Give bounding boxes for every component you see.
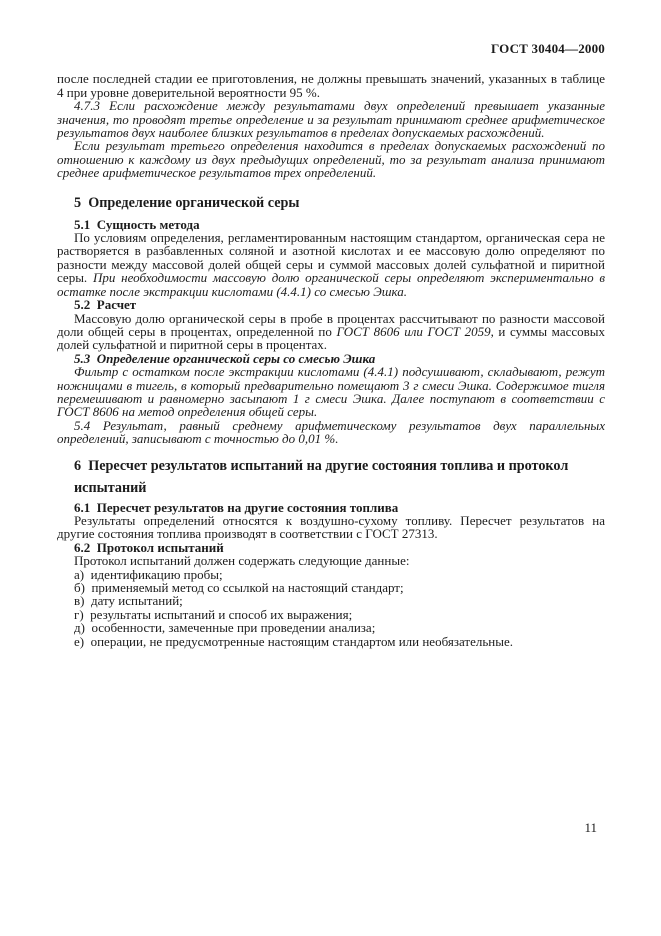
list-item: е) операции, не предусмотренные настоящим стандартом или необязательные. xyxy=(74,633,513,649)
clause-4-7-3-continued: Если результат третьего определения находится в пределах допускаемых расхождений по отношению к каждому из двух предыдущих определений, то за результат анализа принимают среднее арифметическое результатов трех определений. xyxy=(57,138,605,181)
list-item: б) применяемый метод со ссылкой на настоящий стандарт; xyxy=(74,580,404,595)
paragraph-continuation: после последней стадии ее приготовления, не должны превышать значений, указанных в таблице 4 при уровне доверительной вероятности 95 %. xyxy=(57,71,605,100)
clause-5-1-text xyxy=(57,231,605,298)
clause-5-1-italic-text: При необходимости массовую долю органической серы определяют экспериментально в остатке после экстракции кислотами (4.4.1) со смесью Эшка. xyxy=(57,270,606,299)
document-body xyxy=(57,42,605,648)
clause-6-2-intro: Протокол испытаний должен содержать следующие данные: xyxy=(74,553,410,569)
clause-5-1-heading: 5.1 Сущность метода xyxy=(74,216,200,232)
section-6-heading: 6 Пересчет результатов испытаний на другие состояния топлива и протокол испытаний xyxy=(74,457,569,496)
standard-number-header: ГОСТ 30404—2000 xyxy=(490,41,605,56)
list-item: а) идентификацию пробы; xyxy=(74,566,223,582)
clause-6-1-heading: 6.1 Пересчет результатов на другие состояния топлива xyxy=(74,499,399,515)
clause-5-3-text: Фильтр с остатком после экстракции кислотами (4.4.1) подсушивают, складывают, режут ножницами в тигель, в который предварительно помещают 3 г смеси Эшка. Содержимое тигля перемешивают и равномерно засыпают 1 г смеси Эшка. Далее поступают в соответствии с ГОСТ 8606 на метод определения общей серы. xyxy=(57,364,605,420)
list-item: г) результаты испытаний и способ их выражения; xyxy=(74,606,353,622)
clause-5-2-heading: 5.2 Расчет xyxy=(74,297,137,313)
protocol-data-list xyxy=(57,568,605,648)
clause-5-1-roman-text: По условиям определения, регламентированным настоящим стандартом, органическая сера не растворяется в разбавленных соляной и азотной кислотах и ее массовую долю определяют по разности между массовой долей общей серы и суммой массовых долей сульфатной и пиритной серы. xyxy=(57,230,605,286)
gost-references-italic: ГОСТ 8606 или ГОСТ 2059 xyxy=(336,323,491,339)
clause-5-4-text: 5.4 Результат, равный среднему арифметическому результатов двух параллельных определений, записывают с точностью до 0,01 %. xyxy=(57,417,605,447)
list-item: д) особенности, замеченные при проведении анализа; xyxy=(74,620,376,636)
clause-5-2-text-lead: Массовую долю органической серы в пробе в процентах рассчитывают по разности массовой доли общей серы в процентах, определенной по xyxy=(57,310,605,339)
clause-4-7-3: 4.7.3 Если расхождение между результатами двух определений превышает указанные значения, то проводят третье определение и за результат принимают среднее арифметическое результатов двух наиболее близких результатов в пределах допускаемых расхождений. xyxy=(57,98,605,141)
section-5-heading: 5 Определение органической серы xyxy=(74,194,300,211)
list-item: в) дату испытаний; xyxy=(74,593,183,609)
clause-6-2-heading: 6.2 Протокол испытаний xyxy=(74,539,224,555)
clause-5-2-text-tail: , и суммы массовых долей сульфатной и пиритной серы в процентах. xyxy=(57,323,605,353)
clause-6-1-text: Результаты определений относятся к воздушно-сухому топливу. Пересчет результатов на другие состояния топлива производят в соответствии с ГОСТ 27313. xyxy=(57,512,605,542)
clause-5-3-heading: 5.3 Определение органической серы со смесью Эшка xyxy=(74,350,376,366)
page-number: 11 xyxy=(584,820,597,835)
clause-5-2-text xyxy=(57,312,605,352)
